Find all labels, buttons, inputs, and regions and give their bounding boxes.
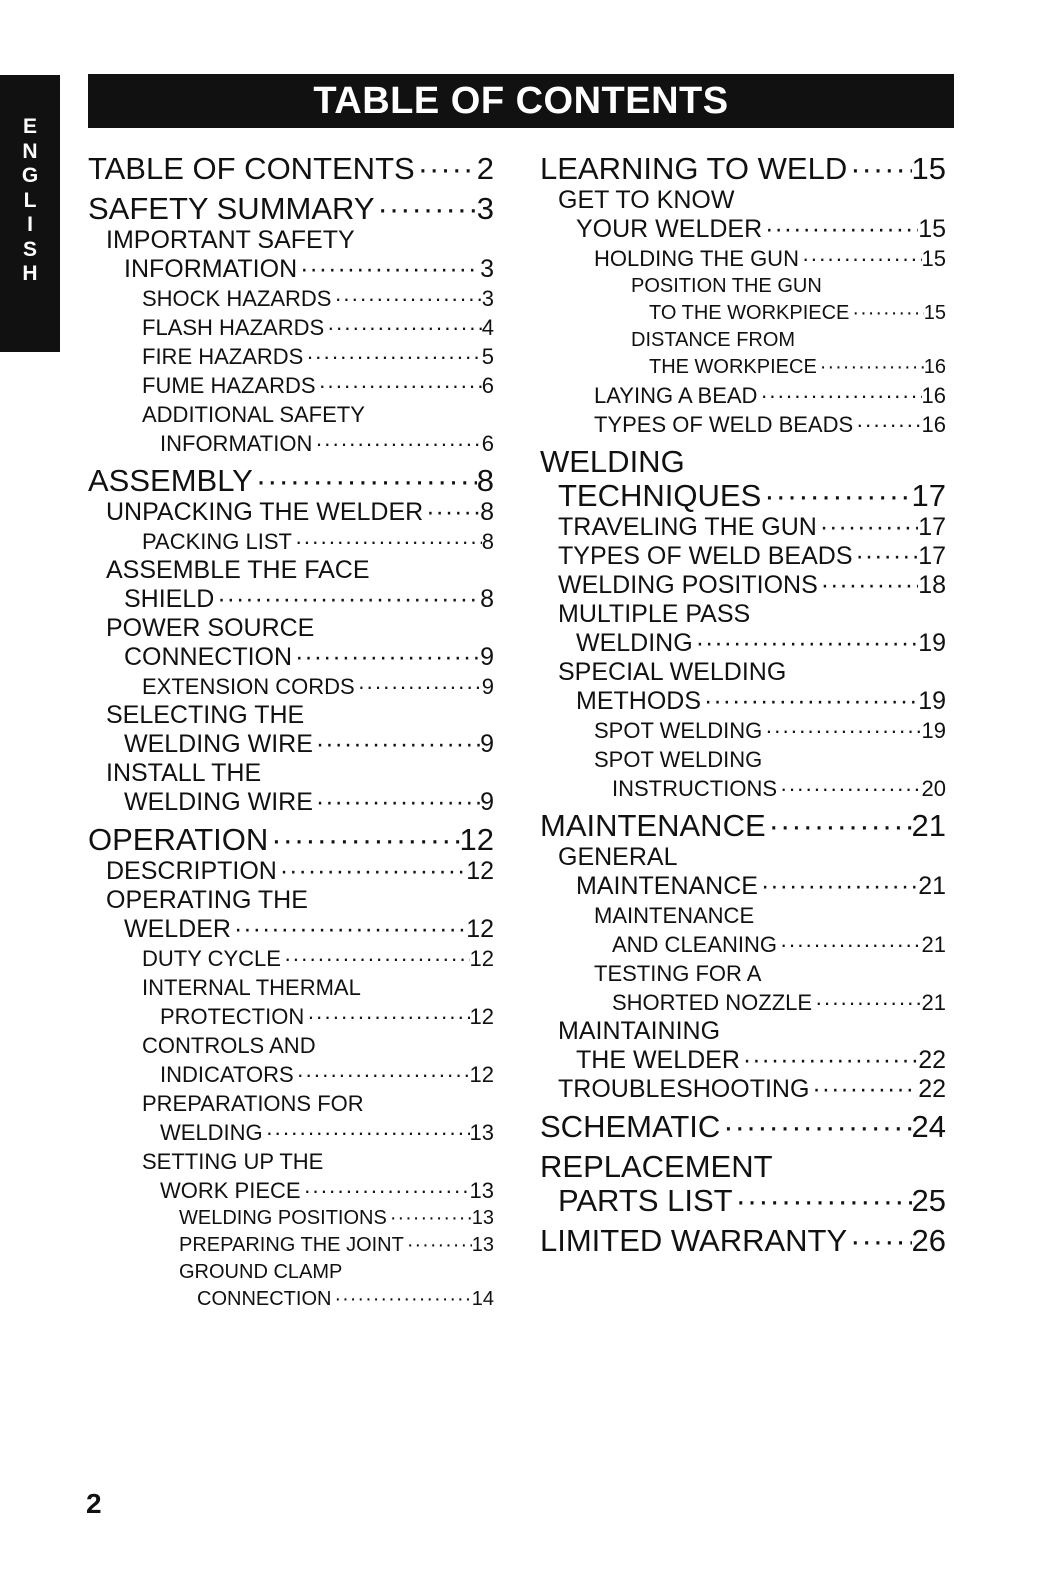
toc-entry-page: 17: [918, 513, 946, 541]
toc-left-column: [88, 146, 494, 1313]
toc-entry: [88, 342, 494, 371]
toc-entry-title: MAINTENANCE: [576, 872, 758, 900]
dot-leader: [355, 672, 482, 701]
toc-entry: [540, 901, 946, 930]
toc-entry-page: 25: [911, 1183, 946, 1218]
toc-entry: [540, 1110, 946, 1144]
toc-entry-title: DESCRIPTION: [106, 857, 277, 885]
toc-entry: [88, 1089, 494, 1118]
toc-entry-title: TECHNIQUES: [558, 478, 762, 513]
toc-entry-title: SHOCK HAZARDS: [142, 286, 332, 311]
toc-entry-page: 21: [921, 932, 946, 957]
toc-entry-title: TO THE WORKPIECE: [649, 302, 850, 324]
dot-leader: [415, 152, 477, 186]
toc-entry: [88, 1176, 494, 1205]
toc-entry: [88, 857, 494, 886]
toc-entry-title: WELDER: [124, 915, 231, 943]
toc-entry-title: PREPARATIONS FOR: [142, 1091, 364, 1116]
toc-entry: [88, 1031, 494, 1060]
toc-entry-title: AND CLEANING: [612, 932, 778, 957]
toc-right-column: [540, 146, 946, 1258]
toc-entry-page: 12: [459, 822, 494, 857]
toc-entry-title: WELDING WIRE: [124, 730, 313, 758]
toc-entry-page: 15: [923, 302, 946, 324]
dot-leader: [761, 479, 911, 513]
toc-entry: [88, 701, 494, 730]
toc-entry-title: YOUR WELDER: [576, 215, 763, 243]
dot-leader: [423, 498, 480, 527]
toc-entry-title: FUME HAZARDS: [142, 373, 316, 398]
toc-entry: [540, 1224, 946, 1258]
toc-entry-page: 21: [911, 808, 946, 843]
toc-entry: [540, 629, 946, 658]
dot-leader: [297, 255, 480, 284]
toc-entry-title: MAINTENANCE: [594, 903, 755, 928]
language-tab-letter: H: [22, 262, 38, 285]
dot-leader: [818, 571, 918, 600]
dot-leader: [277, 857, 466, 886]
toc-entry-title: CONNECTION: [124, 643, 293, 671]
dot-leader: [404, 1232, 472, 1259]
toc-entry-page: 16: [921, 383, 946, 408]
toc-entry-page: 17: [918, 542, 946, 570]
toc-entry-page: 13: [469, 1120, 494, 1145]
toc-entry-title: TYPES OF WELD BEADS: [558, 542, 853, 570]
toc-entry-title: TROUBLESHOOTING: [558, 1075, 810, 1103]
dot-leader: [214, 585, 480, 614]
toc-entry-title: WELDING: [540, 444, 685, 479]
toc-entry: [88, 192, 494, 226]
dot-leader: [387, 1205, 472, 1232]
toc-entry-title: EXTENSION CORDS: [142, 674, 355, 699]
toc-entry-title: DUTY CYCLE: [142, 946, 281, 971]
toc-entry-title: OPERATION: [88, 822, 269, 857]
toc-entry-title: ASSEMBLE THE FACE: [106, 556, 370, 584]
toc-entry-title: ASSEMBLY: [88, 463, 253, 498]
toc-entry: [88, 585, 494, 614]
toc-entry-title: SAFETY SUMMARY: [88, 191, 375, 226]
toc-entry-title: PARTS LIST: [558, 1183, 733, 1218]
language-tab-letter: I: [27, 213, 33, 236]
toc-entry: [88, 1118, 494, 1147]
dot-leader: [766, 809, 912, 843]
toc-entry-page: 3: [480, 255, 494, 283]
toc-entry: [540, 327, 946, 354]
toc-entry: [88, 313, 494, 342]
toc-entry-page: 15: [911, 151, 946, 186]
toc-entry: [540, 809, 946, 843]
dot-leader: [701, 687, 918, 716]
page-title: TABLE OF CONTENTS: [88, 74, 954, 128]
toc-entry-title: POSITION THE GUN: [631, 275, 822, 297]
toc-entry: [88, 284, 494, 313]
language-tab-letter: S: [22, 237, 37, 261]
toc-entry-page: 5: [481, 344, 494, 369]
dot-leader: [312, 429, 481, 458]
toc-entry-title: MULTIPLE PASS: [558, 600, 751, 628]
toc-entry-title: INDICATORS: [160, 1062, 294, 1087]
toc-entry-page: 22: [918, 1046, 946, 1074]
dot-leader: [231, 915, 466, 944]
toc-entry: [88, 527, 494, 556]
toc-entry-page: 22: [918, 1075, 946, 1103]
toc-entry: [88, 886, 494, 915]
toc-entry-page: 21: [918, 872, 946, 900]
toc-entry-page: 15: [918, 215, 946, 243]
toc-entry-title: PREPARING THE JOINT: [179, 1234, 404, 1256]
toc-entry-page: 12: [466, 857, 494, 885]
toc-entry-title: FIRE HAZARDS: [142, 344, 304, 369]
toc-entry: [540, 843, 946, 872]
toc-entry-page: 13: [471, 1234, 494, 1256]
dot-leader: [263, 1118, 470, 1147]
toc-entry-title: SHORTED NOZZLE: [612, 990, 813, 1015]
toc-entry: [540, 658, 946, 687]
toc-entry: [540, 542, 946, 571]
dot-leader: [268, 823, 459, 857]
page-number: 2: [86, 1488, 102, 1519]
toc-entry: [88, 1147, 494, 1176]
toc-entry-page: 8: [476, 463, 494, 498]
toc-entry-page: 9: [480, 788, 494, 816]
toc-entry-title: WELDING POSITIONS: [558, 571, 818, 599]
toc-entry-title: HOLDING THE GUN: [594, 246, 799, 271]
toc-entry: [88, 672, 494, 701]
language-tab: [0, 75, 60, 352]
toc-entry-title: TESTING FOR A: [594, 961, 762, 986]
dot-leader: [817, 513, 918, 542]
toc-entry-page: 9: [481, 674, 494, 699]
toc-entry-title: THE WELDER: [576, 1046, 740, 1074]
dot-leader: [292, 643, 480, 672]
toc-entry-title: THE WORKPIECE: [649, 356, 817, 378]
toc-entry: [88, 730, 494, 759]
toc-entry-title: SCHEMATIC: [540, 1109, 721, 1144]
toc-entry: [540, 930, 946, 959]
toc-entry-title: PACKING LIST: [142, 529, 292, 554]
toc-entry: [540, 571, 946, 600]
toc-entry-title: GROUND CLAMP: [179, 1261, 343, 1283]
toc-entry-title: ADDITIONAL SAFETY: [142, 402, 365, 427]
dot-leader: [777, 774, 922, 803]
toc-entry-title: INFORMATION: [160, 431, 313, 456]
toc-entry: [540, 381, 946, 410]
dot-leader: [757, 381, 921, 410]
toc-entry-page: 12: [469, 1062, 494, 1087]
toc-entry: [88, 1060, 494, 1089]
toc-entry-page: 19: [918, 687, 946, 715]
dot-leader: [762, 215, 918, 244]
toc-entry-title: SPECIAL WELDING: [558, 658, 787, 686]
toc-entry-page: 18: [918, 571, 946, 599]
language-tab-letter: G: [21, 164, 39, 187]
toc-entry: [540, 745, 946, 774]
toc-entry: [540, 1184, 946, 1218]
toc-entry-page: 3: [476, 191, 494, 226]
toc-entry-page: 9: [480, 643, 494, 671]
dot-leader: [301, 1176, 470, 1205]
dot-leader: [777, 930, 921, 959]
dot-leader: [324, 313, 482, 342]
toc-entry: [540, 600, 946, 629]
dot-leader: [799, 244, 922, 273]
dot-leader: [853, 410, 921, 439]
toc-entry-title: MAINTENANCE: [540, 808, 766, 843]
toc-entry-page: 19: [918, 629, 946, 657]
toc-entry-title: LEARNING TO WELD: [540, 151, 848, 186]
toc-entry: [540, 215, 946, 244]
toc-entry: [540, 687, 946, 716]
dot-leader: [812, 988, 921, 1017]
toc-entry-title: OPERATING THE: [106, 886, 308, 914]
toc-entry: [540, 354, 946, 381]
toc-entry: [88, 1286, 494, 1313]
toc-entry: [88, 759, 494, 788]
toc-entry-page: 26: [911, 1223, 946, 1258]
toc-entry-title: SETTING UP THE: [142, 1149, 324, 1174]
toc-entry: [540, 445, 946, 479]
toc-entry-title: WORK PIECE: [160, 1178, 301, 1203]
toc-entry: [88, 255, 494, 284]
toc-entry: [540, 959, 946, 988]
toc-entry-title: WELDING WIRE: [124, 788, 313, 816]
toc-entry: [88, 1002, 494, 1031]
dot-leader: [313, 730, 480, 759]
toc-entry: [88, 1232, 494, 1259]
toc-entry-title: FLASH HAZARDS: [142, 315, 325, 340]
toc-entry-page: 16: [921, 412, 946, 437]
toc-entry-title: LAYING A BEAD: [594, 383, 758, 408]
toc-entry-title: TABLE OF CONTENTS: [88, 151, 415, 186]
toc-entry: [540, 1017, 946, 1046]
toc-entry: [88, 614, 494, 643]
toc-entry: [540, 774, 946, 803]
toc-entry-page: 6: [481, 431, 494, 456]
toc-entry-page: 8: [481, 529, 494, 554]
toc-entry-title: INFORMATION: [124, 255, 298, 283]
toc-entry-title: PROTECTION: [160, 1004, 305, 1029]
toc-entry: [88, 788, 494, 817]
toc-entry-page: 21: [921, 990, 946, 1015]
dot-leader: [331, 1286, 471, 1313]
toc-entry-page: 16: [923, 356, 946, 378]
dot-leader: [253, 464, 477, 498]
toc-entry-page: 8: [480, 498, 494, 526]
toc-entry-title: CONTROLS AND: [142, 1033, 316, 1058]
toc-entry-page: 12: [469, 1004, 494, 1029]
dot-leader: [304, 1002, 469, 1031]
toc-entry-page: 17: [911, 478, 946, 513]
toc-entry: [540, 988, 946, 1017]
toc-entry: [88, 915, 494, 944]
toc-entry-title: IMPORTANT SAFETY: [106, 226, 355, 254]
toc-entry: [540, 1150, 946, 1184]
toc-entry-title: INSTRUCTIONS: [612, 776, 777, 801]
toc-entry: [540, 152, 946, 186]
toc-entry: [88, 556, 494, 585]
toc-entry-title: INTERNAL THERMAL: [142, 975, 361, 1000]
toc-entry-page: 20: [921, 776, 946, 801]
dot-leader: [331, 284, 481, 313]
toc-entry-title: WELDING: [160, 1120, 263, 1145]
toc-entry-title: SPOT WELDING: [594, 718, 763, 743]
toc-entry-title: MAINTAINING: [558, 1017, 721, 1045]
language-tab-letter: L: [23, 188, 37, 212]
toc-entry: [88, 498, 494, 527]
toc-entry: [540, 244, 946, 273]
dot-leader: [809, 1075, 918, 1104]
toc-entry: [88, 400, 494, 429]
toc-entry: [540, 479, 946, 513]
toc-entry: [540, 716, 946, 745]
toc-entry-page: 8: [480, 585, 494, 613]
toc-entry-page: 9: [480, 730, 494, 758]
dot-leader: [720, 1110, 911, 1144]
toc-entry-title: WELDING POSITIONS: [179, 1207, 387, 1229]
toc-entry-title: SELECTING THE: [106, 701, 305, 729]
dot-leader: [294, 1060, 470, 1089]
toc-entry-title: TRAVELING THE GUN: [558, 513, 817, 541]
toc-entry: [88, 973, 494, 1002]
dot-leader: [313, 788, 480, 817]
toc-entry-page: 13: [471, 1207, 494, 1229]
toc-entry-title: CONNECTION: [197, 1288, 332, 1310]
toc-entry-title: DISTANCE FROM: [631, 329, 796, 351]
toc-entry-page: 12: [469, 946, 494, 971]
toc-entry: [88, 1205, 494, 1232]
dot-leader: [292, 527, 482, 556]
toc-entry-title: GENERAL: [558, 843, 678, 871]
language-tab-letter: N: [22, 139, 38, 163]
toc-entry: [540, 872, 946, 901]
dot-leader: [303, 342, 481, 371]
toc-entry-title: LIMITED WARRANTY: [540, 1223, 848, 1258]
toc-entry: [88, 944, 494, 973]
toc-entry-page: 12: [466, 915, 494, 943]
toc-entry-page: 15: [921, 246, 946, 271]
toc-entry: [88, 823, 494, 857]
dot-leader: [375, 192, 477, 226]
toc-entry: [88, 464, 494, 498]
toc-entry: [88, 429, 494, 458]
toc-entry-title: REPLACEMENT: [540, 1149, 773, 1184]
toc-entry-page: 6: [481, 373, 494, 398]
dot-leader: [316, 371, 482, 400]
toc-entry: [88, 1259, 494, 1286]
dot-leader: [817, 354, 924, 381]
toc-entry: [540, 1046, 946, 1075]
toc-entry: [540, 300, 946, 327]
toc-entry-page: 24: [911, 1109, 946, 1144]
toc-entry: [540, 1075, 946, 1104]
toc-entry-title: GET TO KNOW: [558, 186, 735, 214]
toc-entry-page: 14: [471, 1288, 494, 1310]
toc-entry-page: 3: [481, 286, 494, 311]
toc-entry: [88, 226, 494, 255]
toc-entry: [88, 152, 494, 186]
toc-entry: [540, 410, 946, 439]
toc-entry-title: TYPES OF WELD BEADS: [594, 412, 854, 437]
toc-entry: [88, 371, 494, 400]
toc-entry-title: SPOT WELDING: [594, 747, 763, 772]
toc-entry-title: POWER SOURCE: [106, 614, 315, 642]
dot-leader: [733, 1184, 912, 1218]
toc-entry-title: INSTALL THE: [106, 759, 262, 787]
toc-entry: [88, 643, 494, 672]
dot-leader: [740, 1046, 918, 1075]
toc-entry-title: METHODS: [576, 687, 701, 715]
dot-leader: [847, 1224, 911, 1258]
toc-entry: [540, 513, 946, 542]
dot-leader: [693, 629, 919, 658]
toc-entry-title: UNPACKING THE WELDER: [106, 498, 424, 526]
toc-entry-page: 2: [476, 151, 494, 186]
toc-entry: [540, 273, 946, 300]
dot-leader: [847, 152, 911, 186]
dot-leader: [762, 716, 921, 745]
toc-entry-page: 13: [469, 1178, 494, 1203]
dot-leader: [849, 300, 923, 327]
toc-entry-page: 19: [921, 718, 946, 743]
toc-entry-title: WELDING: [576, 629, 693, 657]
dot-leader: [758, 872, 918, 901]
dot-leader: [853, 542, 919, 571]
dot-leader: [281, 944, 470, 973]
toc-entry-page: 4: [481, 315, 494, 340]
toc-entry-title: SHIELD: [124, 585, 215, 613]
language-tab-letter: E: [22, 115, 37, 138]
toc-entry: [540, 186, 946, 215]
